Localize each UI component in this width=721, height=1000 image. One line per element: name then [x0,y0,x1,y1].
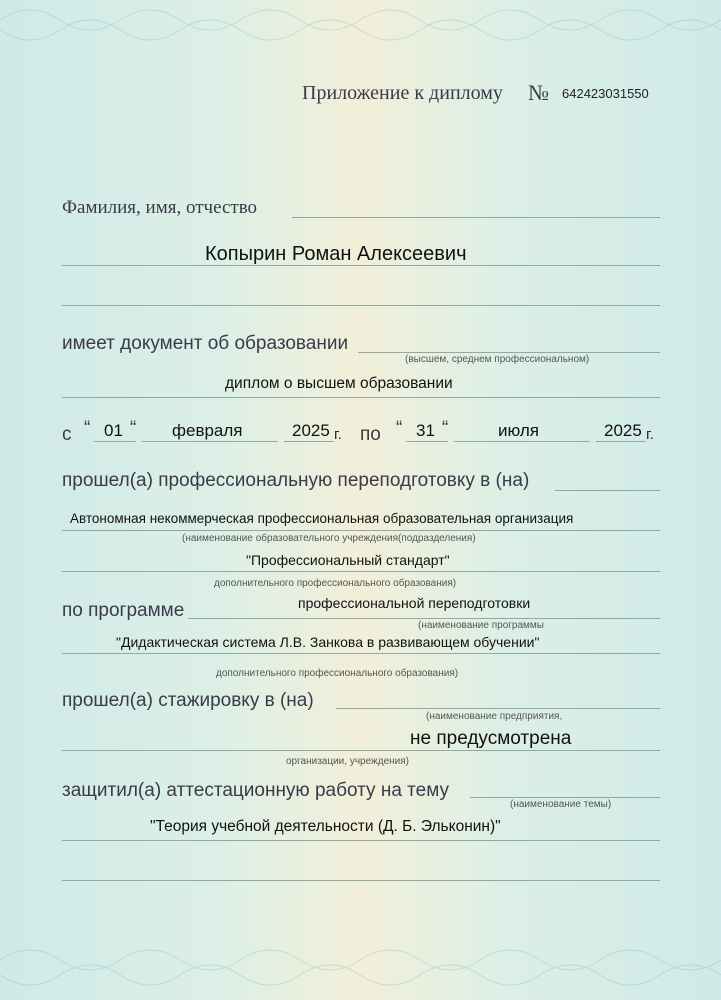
program-name-line [62,653,660,654]
period-to-year-suffix: г. [646,426,654,443]
retraining-org-hint2: дополнительного профессионального образования) [214,578,457,589]
fio-line-2 [62,265,660,266]
retraining-label-line [555,490,660,491]
period-to-day: 31 [416,421,435,440]
page-title: Приложение к диплому [302,82,503,104]
retraining-org-hint: (наименование образовательного учреждения(подразделения) [182,533,476,544]
period-to-day-line [406,441,448,442]
period-from-day: 01 [104,421,123,440]
internship-line [336,708,660,709]
period-from-month-line [142,441,278,442]
guilloche-border-bottom [0,940,721,1000]
period-to-quote-open: “ [396,418,403,439]
guilloche-border-top [0,0,721,60]
period-from-month: февраля [172,421,243,440]
period-to-prefix: по [360,424,381,445]
fio-value: Копырин Роман Алексеевич [205,243,467,265]
education-label: имеет документ об образовании [62,333,349,354]
program-type-line [188,618,660,619]
program-hint2: дополнительного профессионального образования) [216,668,459,679]
thesis-label: защитил(а) аттестационную работу на тему [62,780,449,801]
fio-line-3 [62,305,660,306]
internship-value: не предусмотрена [410,728,572,749]
number-sign: № [528,80,549,105]
period-from-day-line [94,441,136,442]
program-name: "Дидактическая система Л.В. Занкова в развивающем обучении" [116,634,540,650]
period-to-month-line [454,441,590,442]
period-to-year: 2025 [604,421,642,440]
retraining-label: прошел(а) профессиональную переподготовку в (на) [62,470,530,491]
education-line [358,352,660,353]
thesis-line [470,797,660,798]
retraining-org-name-line [62,571,660,572]
program-hint: (наименование программы [418,620,544,631]
period-from-prefix: с [62,424,72,445]
fio-label: Фамилия, имя, отчество [62,197,258,218]
thesis-hint: (наименование темы) [510,799,612,810]
internship-value-line [62,750,660,751]
internship-hint2: организации, учреждения) [286,756,409,767]
program-type: профессиональной переподготовки [298,595,531,611]
internship-label: прошел(а) стажировку в (на) [62,690,314,711]
period-to-month: июля [498,421,539,440]
retraining-org: Автономная некоммерческая профессиональная образовательная организация [70,511,574,526]
period-from-year-suffix: г. [334,426,342,443]
period-from-year-line [284,441,334,442]
period-from-quote-open: “ [84,418,91,439]
fio-line-1 [292,217,660,218]
period-from-year: 2025 [292,421,330,440]
education-value-line [62,397,660,398]
internship-hint: (наименование предприятия, [426,711,563,722]
retraining-org-line [62,530,660,531]
period-from-quote-close: “ [130,418,137,439]
diploma-number: 642423031550 [562,86,649,101]
program-label: по программе [62,600,185,621]
thesis-value: "Теория учебной деятельности (Д. Б. Эльконин)" [150,818,501,835]
thesis-value-line [62,840,660,841]
thesis-extra-line [62,880,660,881]
period-to-year-line [596,441,646,442]
retraining-org-name: "Профессиональный стандарт" [246,552,450,568]
education-value: диплом о высшем образовании [225,375,453,392]
period-to-quote-close: “ [442,418,449,439]
education-hint: (высшем, среднем профессиональном) [405,354,590,365]
